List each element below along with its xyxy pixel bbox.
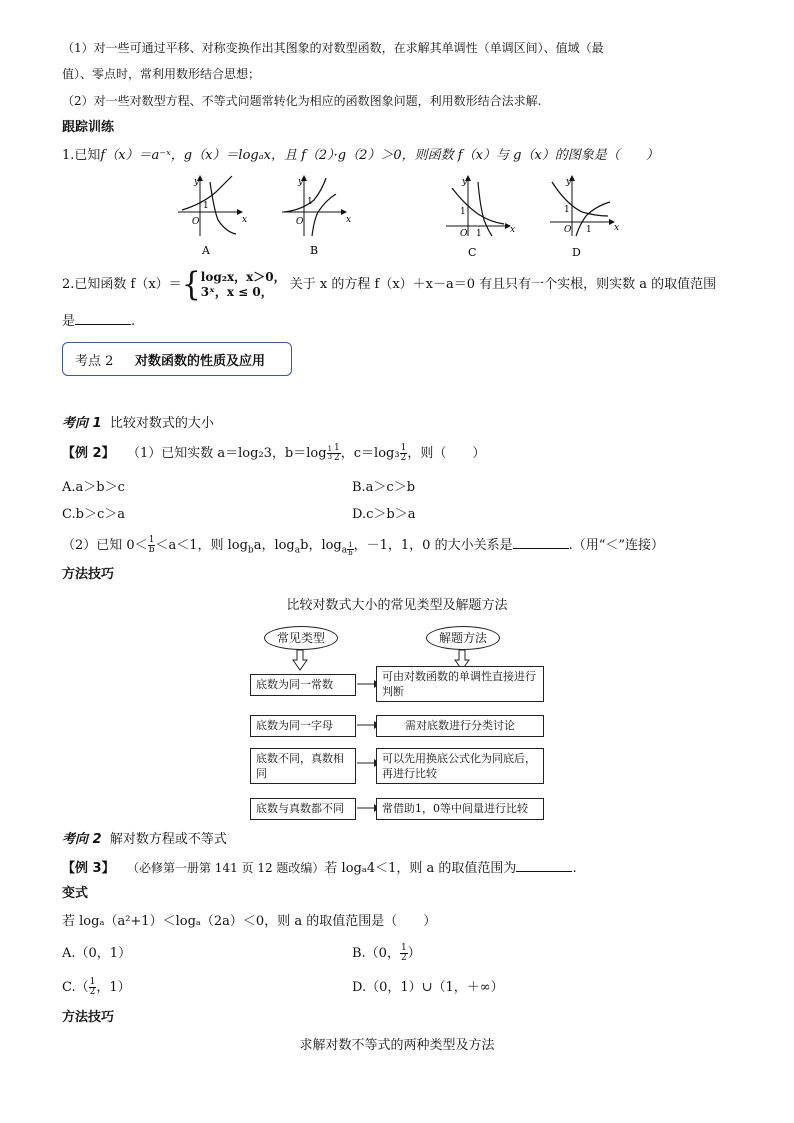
q2-stem xyxy=(62,264,717,304)
dir2-label: 考向 2 xyxy=(62,832,102,847)
oval-types: 常见类型 xyxy=(264,626,338,650)
ex2-part2: ，c＝log₃ xyxy=(340,446,400,461)
flow-type-1: 底数为同一常数 xyxy=(250,674,356,696)
variant-option-c[interactable] xyxy=(62,974,131,1002)
graph-c-label: C xyxy=(468,246,477,259)
intro-line-2: 值）、零点时，常利用数形结合思想； xyxy=(62,67,261,81)
variant-optC-post: ，1） xyxy=(96,980,131,995)
graph-d-one-x: 1 xyxy=(586,225,592,235)
variant-optB-frac: $\frac{1}{2}$ xyxy=(400,943,407,963)
flow-method-3: 可以先用换底公式化为同底后，再进行比较 xyxy=(376,748,544,784)
method1-chart-title: 比较对数式大小的常见类型及解题方法 xyxy=(286,598,508,613)
graph-b-x: x xyxy=(346,215,352,225)
method2-title: 求解对数不等式的两种类型及方法 xyxy=(299,1038,495,1053)
graph-c-o: O xyxy=(460,229,468,239)
section2-title: 对数函数的性质及应用 xyxy=(135,354,266,369)
graph-a-one: 1 xyxy=(203,201,209,211)
flow-method-2: 需对底数进行分类讨论 xyxy=(376,715,544,737)
ex2-part3: ，则（ ） xyxy=(407,446,486,461)
section2-box xyxy=(62,342,292,376)
ex3-text: 若 logₐ4＜1，则 a 的取值范围为 xyxy=(324,861,517,876)
q2-case2: 3ˣ，x ≤ 0， xyxy=(200,284,273,299)
ex2-p2f: .（用“＜”连接） xyxy=(568,538,665,553)
graph-b[interactable] xyxy=(282,176,351,257)
ex2-p2-frac: $\frac{1}{b}$ xyxy=(148,535,155,555)
ex2-p2a: （2）已知 0＜ xyxy=(62,538,148,553)
variant-stem: 若 logₐ（a²+1）＜logₐ（2a）＜0，则 a 的取值范围是（ ） xyxy=(62,914,437,929)
training-heading: 跟踪训练 xyxy=(62,120,115,135)
ex2-arg-c: $\frac{1}{2}$ xyxy=(400,443,407,463)
graph-d-one-y: 1 xyxy=(564,205,570,215)
method1-heading: 方法技巧 xyxy=(62,567,115,582)
q2-line2 xyxy=(62,312,135,332)
graph-d-y: y xyxy=(566,177,572,187)
q2-prefix: 2.已知函数 f（x）＝ xyxy=(62,277,182,292)
ex2-tag: 【例 2】 xyxy=(62,446,115,461)
graph-a[interactable] xyxy=(178,176,247,257)
ex3-blank[interactable] xyxy=(516,859,572,872)
ex2-p2-blank[interactable] xyxy=(513,536,569,549)
q1-stem xyxy=(62,146,659,166)
variant-option-a[interactable]: A.（0，1） xyxy=(62,946,132,961)
variant-option-b[interactable] xyxy=(352,940,421,968)
intro-line-3: （2）对一些对数型方程、不等式问题常转化为相应的函数图象问题，利用数形结合法求解. xyxy=(62,94,542,108)
graph-d[interactable] xyxy=(550,176,619,259)
ex2-base-b: $\frac{1}{3}$ xyxy=(327,445,333,461)
q2-line2-text: 是 xyxy=(62,314,76,329)
ex2-option-a[interactable]: A.a＞b＞c xyxy=(62,480,125,495)
flow-method-4: 常借助1，0等中间量进行比较 xyxy=(376,798,544,820)
graph-c[interactable] xyxy=(446,176,515,259)
method2-heading: 方法技巧 xyxy=(62,1010,115,1025)
ex3-end: . xyxy=(572,861,577,876)
ex3-source: （必修第一册第 141 页 12 题改编） xyxy=(126,861,325,875)
graph-b-label: B xyxy=(310,244,319,257)
graph-a-o: O xyxy=(192,217,200,227)
q2-end: . xyxy=(131,314,136,329)
flow-type-3: 底数不同，真数相同 xyxy=(250,748,356,784)
q2-answer-blank[interactable] xyxy=(75,312,131,325)
graph-b-one: 1 xyxy=(307,197,313,207)
graph-b-y: y xyxy=(298,177,304,187)
graph-d-label: D xyxy=(572,246,581,259)
intro-line-1: （1）对一些可通过平移、对称变换作出其图象的对数型函数，在求解其单调性（单调区间）、值域（最 xyxy=(62,41,604,55)
ex2-p2-frac-b: $\frac{1}{b}$ xyxy=(348,541,353,557)
q2-cases xyxy=(201,270,286,300)
graph-d-o: O xyxy=(564,225,572,235)
ex2-p2d: b，log xyxy=(300,538,342,553)
ex2-arg-b: $\frac{1}{2}$ xyxy=(334,443,340,463)
q2-brace: { xyxy=(181,264,201,304)
variant-optC-frac: $\frac{1}{2}$ xyxy=(89,977,96,997)
graph-d-x: x xyxy=(614,223,620,233)
graph-b-o: O xyxy=(296,217,304,227)
ex2-p2e: ，－1，1，0 的大小关系是 xyxy=(353,538,513,553)
q2-case1: log₂x，x＞0， xyxy=(200,269,286,284)
ex2-part1: （1）已知实数 a＝log₂3，b＝log xyxy=(126,446,327,461)
graph-c-one-x: 1 xyxy=(476,229,482,239)
q1-graphs xyxy=(170,170,630,262)
q1-text: f（x）＝a⁻ˣ，g（x）＝logₐx，且 f（2）·g（2）＞0，则函数 f（x）与 g（x）的图象是（ ） xyxy=(100,148,659,163)
ex3-tag: 【例 3】 xyxy=(62,861,115,876)
dir2-title: 解对数方程或不等式 xyxy=(109,832,227,847)
ex3-stem xyxy=(62,858,577,879)
dir1-label: 考向 1 xyxy=(62,416,102,431)
dir2 xyxy=(62,830,227,850)
graph-c-y: y xyxy=(462,177,468,187)
variant-optB-pre: B.（0， xyxy=(352,946,400,961)
flow-type-2: 底数为同一字母 xyxy=(250,715,356,737)
ex2-p2b: ＜a＜1，则 log xyxy=(155,538,248,553)
ex2-option-d[interactable]: D.c＞b＞a xyxy=(352,507,416,522)
flow-type-4: 底数与真数都不同 xyxy=(250,798,356,820)
ex2-option-b[interactable]: B.a＞c＞b xyxy=(352,480,416,495)
q1-prefix: 1.已知 xyxy=(62,148,101,163)
ex2-p2c: a，log xyxy=(253,538,295,553)
ex2-option-c[interactable]: C.b＞c＞a xyxy=(62,507,125,522)
graph-c-one-y: 1 xyxy=(460,207,466,217)
ex2-stem xyxy=(62,444,485,464)
graph-a-x: x xyxy=(242,215,248,225)
dir1 xyxy=(62,414,214,434)
variant-option-d[interactable]: D.（0，1）∪（1，＋∞） xyxy=(352,980,504,995)
graph-a-label: A xyxy=(202,244,210,257)
variant-optB-post: ） xyxy=(407,946,421,961)
dir1-title: 比较对数式的大小 xyxy=(109,416,214,431)
graph-a-y: y xyxy=(194,177,200,187)
section2-num: 考点 2 xyxy=(75,354,114,369)
variant-heading: 变式 xyxy=(62,886,89,901)
oval-methods: 解题方法 xyxy=(426,626,500,650)
q2-rest: 关于 x 的方程 f（x）＋x－a＝0 有且只有一个实根，则实数 a 的取值范围 xyxy=(289,277,717,292)
graph-c-x: x xyxy=(510,225,516,235)
variant-optC-pre: C.（ xyxy=(62,980,89,995)
flow-method-1: 可由对数函数的单调性直接进行判断 xyxy=(376,666,544,702)
ex2-part2-line: （2）已知 0＜ $\frac{1}{b}$ ＜a＜1，则 $\log_ba$，$\log_ab$，$\log_a$ $\frac{1}{b}$ ，－1，1，0 的大小关系是 .（用“＜”连接） xyxy=(62,535,665,557)
